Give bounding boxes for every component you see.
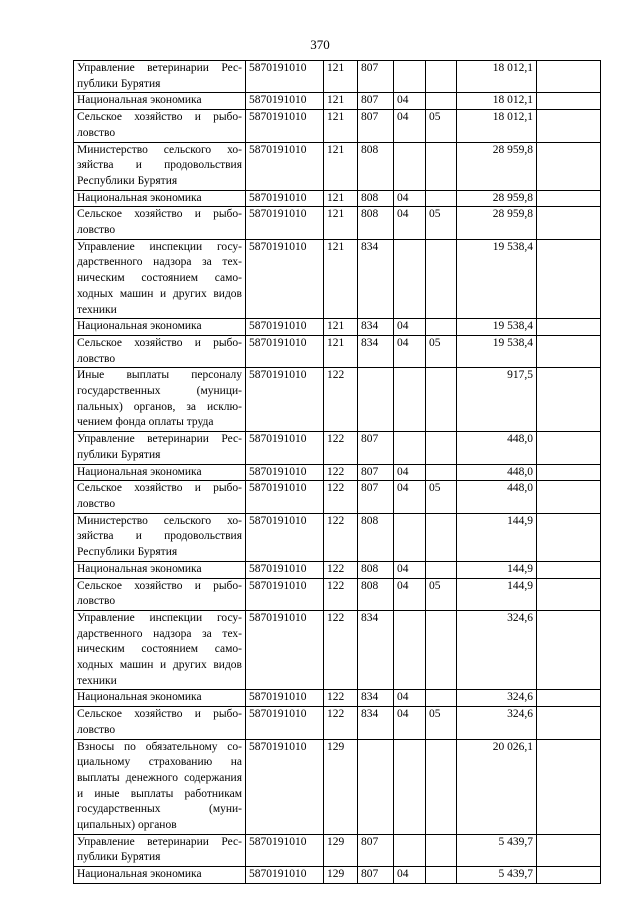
row-csr-cell: 5870191010: [246, 319, 324, 336]
row-rz-cell: [394, 739, 426, 834]
row-sum-cell: 144,9: [457, 578, 537, 610]
row-name-cell: Сельское хозяйство и рыболовство: [74, 335, 246, 367]
row-name-cell: Министерство сельского хозяйства и продовольствия Республики Бурятия: [74, 142, 246, 190]
row-vr-cell: 121: [324, 93, 358, 110]
row-rz-cell: [394, 239, 426, 319]
row-sum-cell: 448,0: [457, 481, 537, 513]
table-row: [74, 142, 601, 190]
row-rz-cell: 04: [394, 190, 426, 207]
row-rz-cell: 04: [394, 335, 426, 367]
budget-table: [73, 60, 601, 884]
row-vr-cell: 122: [324, 690, 358, 707]
row-extra-cell: [537, 61, 601, 93]
row-extra-cell: [537, 707, 601, 739]
row-pr-cell: 05: [426, 707, 457, 739]
row-sum-cell: 19 538,4: [457, 319, 537, 336]
row-name-cell: Взносы по обязательному социальному страхованию на выплаты денежного содержания и иные выплаты работникам государственных (муниципальных) органов: [74, 739, 246, 834]
row-sum-cell: 28 959,8: [457, 190, 537, 207]
row-rz-cell: [394, 513, 426, 561]
row-vr-cell: 121: [324, 207, 358, 239]
row-sum-cell: 324,6: [457, 690, 537, 707]
row-extra-cell: [537, 110, 601, 142]
row-csr-cell: 5870191010: [246, 464, 324, 481]
table-row: [74, 61, 601, 93]
row-csr-cell: 5870191010: [246, 834, 324, 866]
row-grbs-cell: 808: [358, 190, 394, 207]
row-name-cell: Сельское хозяйство и рыболовство: [74, 578, 246, 610]
row-grbs-cell: 807: [358, 834, 394, 866]
row-sum-cell: 448,0: [457, 464, 537, 481]
row-grbs-cell: 807: [358, 432, 394, 464]
row-csr-cell: 5870191010: [246, 61, 324, 93]
row-name-cell: Национальная экономика: [74, 561, 246, 578]
row-sum-cell: 448,0: [457, 432, 537, 464]
row-rz-cell: [394, 834, 426, 866]
row-csr-cell: 5870191010: [246, 481, 324, 513]
row-grbs-cell: 834: [358, 610, 394, 690]
row-rz-cell: 04: [394, 690, 426, 707]
row-grbs-cell: 834: [358, 239, 394, 319]
row-name-cell: Сельское хозяйство и рыболовство: [74, 207, 246, 239]
row-rz-cell: [394, 432, 426, 464]
row-sum-cell: 917,5: [457, 368, 537, 432]
row-name-cell: Управление ветеринарии Республики Бурятия: [74, 834, 246, 866]
row-csr-cell: 5870191010: [246, 93, 324, 110]
row-rz-cell: 04: [394, 207, 426, 239]
row-extra-cell: [537, 834, 601, 866]
row-vr-cell: 122: [324, 561, 358, 578]
row-pr-cell: [426, 513, 457, 561]
table-row: [74, 610, 601, 690]
row-vr-cell: 122: [324, 464, 358, 481]
row-vr-cell: 121: [324, 142, 358, 190]
table-row: [74, 513, 601, 561]
row-extra-cell: [537, 319, 601, 336]
row-grbs-cell: 834: [358, 690, 394, 707]
row-pr-cell: [426, 190, 457, 207]
row-csr-cell: 5870191010: [246, 610, 324, 690]
row-rz-cell: 04: [394, 110, 426, 142]
row-rz-cell: 04: [394, 481, 426, 513]
row-csr-cell: 5870191010: [246, 368, 324, 432]
row-csr-cell: 5870191010: [246, 867, 324, 884]
row-extra-cell: [537, 578, 601, 610]
row-csr-cell: 5870191010: [246, 142, 324, 190]
row-pr-cell: [426, 239, 457, 319]
row-grbs-cell: 807: [358, 110, 394, 142]
row-grbs-cell: [358, 739, 394, 834]
row-csr-cell: 5870191010: [246, 707, 324, 739]
row-sum-cell: 18 012,1: [457, 61, 537, 93]
table-row: [74, 690, 601, 707]
row-grbs-cell: 807: [358, 61, 394, 93]
row-name-cell: Сельское хозяйство и рыболовство: [74, 707, 246, 739]
table-row: [74, 207, 601, 239]
row-rz-cell: [394, 368, 426, 432]
row-grbs-cell: 807: [358, 481, 394, 513]
row-sum-cell: 20 026,1: [457, 739, 537, 834]
table-row: [74, 578, 601, 610]
row-name-cell: Национальная экономика: [74, 690, 246, 707]
row-name-cell: Национальная экономика: [74, 93, 246, 110]
row-vr-cell: 122: [324, 610, 358, 690]
row-rz-cell: 04: [394, 464, 426, 481]
row-vr-cell: 122: [324, 432, 358, 464]
row-grbs-cell: 834: [358, 319, 394, 336]
row-vr-cell: 121: [324, 61, 358, 93]
row-pr-cell: 05: [426, 207, 457, 239]
row-vr-cell: 122: [324, 368, 358, 432]
row-vr-cell: 121: [324, 335, 358, 367]
row-grbs-cell: 807: [358, 867, 394, 884]
row-extra-cell: [537, 610, 601, 690]
row-grbs-cell: 808: [358, 578, 394, 610]
row-rz-cell: [394, 61, 426, 93]
row-sum-cell: 5 439,7: [457, 834, 537, 866]
row-extra-cell: [537, 142, 601, 190]
row-pr-cell: [426, 142, 457, 190]
row-vr-cell: 122: [324, 578, 358, 610]
row-rz-cell: 04: [394, 578, 426, 610]
table-row: [74, 561, 601, 578]
row-extra-cell: [537, 561, 601, 578]
row-csr-cell: 5870191010: [246, 513, 324, 561]
row-rz-cell: [394, 610, 426, 690]
row-vr-cell: 122: [324, 707, 358, 739]
row-vr-cell: 129: [324, 834, 358, 866]
row-extra-cell: [537, 207, 601, 239]
row-grbs-cell: 834: [358, 335, 394, 367]
row-extra-cell: [537, 739, 601, 834]
row-name-cell: Национальная экономика: [74, 319, 246, 336]
table-body: [74, 61, 601, 884]
row-pr-cell: 05: [426, 481, 457, 513]
table-row: [74, 190, 601, 207]
row-csr-cell: 5870191010: [246, 690, 324, 707]
row-extra-cell: [537, 464, 601, 481]
row-pr-cell: [426, 739, 457, 834]
row-grbs-cell: 808: [358, 142, 394, 190]
row-csr-cell: 5870191010: [246, 335, 324, 367]
page-number: 370: [310, 37, 330, 52]
row-extra-cell: [537, 513, 601, 561]
row-name-cell: Министерство сельского хозяйства и продовольствия Республики Бурятия: [74, 513, 246, 561]
row-vr-cell: 121: [324, 110, 358, 142]
row-name-cell: Управление инспекции государственного надзора за техническим состоянием самоходных машин и других видов техники: [74, 610, 246, 690]
row-vr-cell: 121: [324, 239, 358, 319]
row-rz-cell: [394, 142, 426, 190]
row-extra-cell: [537, 239, 601, 319]
row-pr-cell: [426, 93, 457, 110]
row-name-cell: Управление инспекции государственного надзора за техническим состоянием самоходных машин и других видов техники: [74, 239, 246, 319]
row-pr-cell: [426, 867, 457, 884]
row-name-cell: Национальная экономика: [74, 464, 246, 481]
table-row: [74, 319, 601, 336]
row-name-cell: Национальная экономика: [74, 190, 246, 207]
row-name-cell: Сельское хозяйство и рыболовство: [74, 110, 246, 142]
table-row: [74, 834, 601, 866]
table-row: [74, 867, 601, 884]
row-sum-cell: 28 959,8: [457, 207, 537, 239]
row-pr-cell: [426, 610, 457, 690]
row-rz-cell: 04: [394, 867, 426, 884]
table-row: [74, 335, 601, 367]
table-row: [74, 481, 601, 513]
row-pr-cell: [426, 834, 457, 866]
table-row: [74, 464, 601, 481]
row-pr-cell: [426, 561, 457, 578]
row-grbs-cell: 807: [358, 464, 394, 481]
row-name-cell: Национальная экономика: [74, 867, 246, 884]
row-pr-cell: [426, 690, 457, 707]
row-vr-cell: 129: [324, 739, 358, 834]
row-extra-cell: [537, 93, 601, 110]
row-csr-cell: 5870191010: [246, 190, 324, 207]
row-sum-cell: 18 012,1: [457, 110, 537, 142]
row-grbs-cell: 808: [358, 207, 394, 239]
row-sum-cell: 144,9: [457, 561, 537, 578]
row-csr-cell: 5870191010: [246, 739, 324, 834]
row-sum-cell: 144,9: [457, 513, 537, 561]
row-pr-cell: [426, 368, 457, 432]
row-rz-cell: 04: [394, 561, 426, 578]
row-pr-cell: 05: [426, 578, 457, 610]
row-grbs-cell: 808: [358, 513, 394, 561]
row-sum-cell: 324,6: [457, 610, 537, 690]
row-vr-cell: 121: [324, 190, 358, 207]
row-extra-cell: [537, 690, 601, 707]
row-vr-cell: 122: [324, 513, 358, 561]
row-sum-cell: 324,6: [457, 707, 537, 739]
row-grbs-cell: 807: [358, 93, 394, 110]
row-extra-cell: [537, 335, 601, 367]
row-csr-cell: 5870191010: [246, 207, 324, 239]
row-name-cell: Управление ветеринарии Республики Бурятия: [74, 61, 246, 93]
row-grbs-cell: 808: [358, 561, 394, 578]
row-sum-cell: 19 538,4: [457, 239, 537, 319]
table-row: [74, 93, 601, 110]
table-row: [74, 368, 601, 432]
row-sum-cell: 5 439,7: [457, 867, 537, 884]
row-rz-cell: 04: [394, 93, 426, 110]
row-csr-cell: 5870191010: [246, 561, 324, 578]
row-pr-cell: [426, 432, 457, 464]
table-row: [74, 239, 601, 319]
row-csr-cell: 5870191010: [246, 239, 324, 319]
row-extra-cell: [537, 190, 601, 207]
row-grbs-cell: 834: [358, 707, 394, 739]
row-extra-cell: [537, 867, 601, 884]
row-vr-cell: 121: [324, 319, 358, 336]
row-extra-cell: [537, 432, 601, 464]
row-sum-cell: 28 959,8: [457, 142, 537, 190]
row-vr-cell: 122: [324, 481, 358, 513]
row-sum-cell: 18 012,1: [457, 93, 537, 110]
table-row: [74, 110, 601, 142]
row-pr-cell: 05: [426, 110, 457, 142]
table-row: [74, 432, 601, 464]
row-pr-cell: [426, 464, 457, 481]
row-rz-cell: 04: [394, 319, 426, 336]
row-name-cell: Управление ветеринарии Республики Бурятия: [74, 432, 246, 464]
row-csr-cell: 5870191010: [246, 432, 324, 464]
row-sum-cell: 19 538,4: [457, 335, 537, 367]
row-pr-cell: [426, 61, 457, 93]
row-csr-cell: 5870191010: [246, 578, 324, 610]
table-row: [74, 707, 601, 739]
row-csr-cell: 5870191010: [246, 110, 324, 142]
row-extra-cell: [537, 481, 601, 513]
row-pr-cell: 05: [426, 335, 457, 367]
row-name-cell: Иные выплаты персоналу государственных (муниципальных) органов, за исключением фонда оплаты труда: [74, 368, 246, 432]
row-name-cell: Сельское хозяйство и рыболовство: [74, 481, 246, 513]
table-row: [74, 739, 601, 834]
row-grbs-cell: [358, 368, 394, 432]
row-extra-cell: [537, 368, 601, 432]
row-vr-cell: 129: [324, 867, 358, 884]
row-rz-cell: 04: [394, 707, 426, 739]
row-pr-cell: [426, 319, 457, 336]
